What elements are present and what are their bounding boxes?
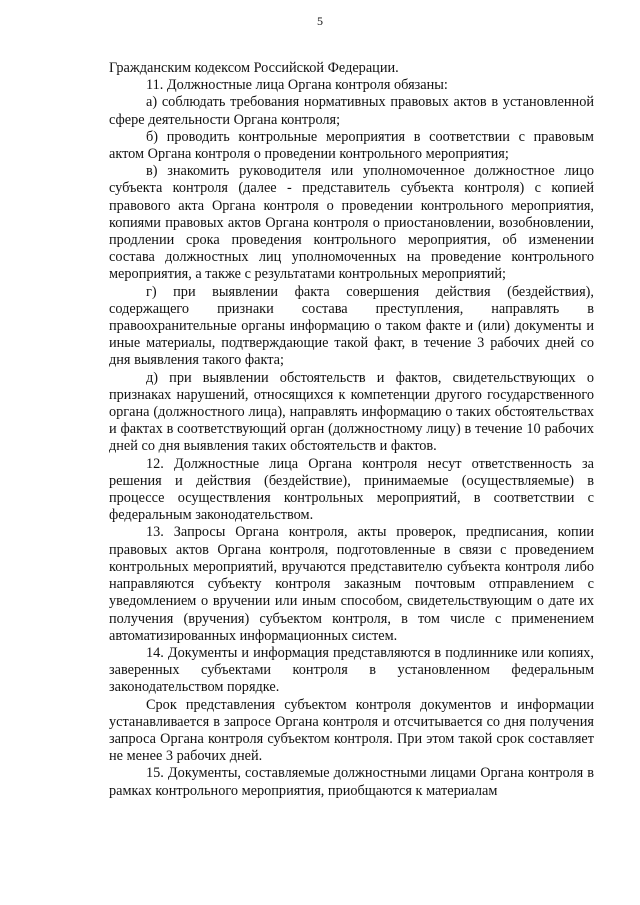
paragraph-item-11-v: в) знакомить руководителя или уполномоченное должностное лицо субъекта контроля (далее - представитель субъекта контроля) с копией правового акта Органа контроля о проведении контрольного мероприятия, копиями правовых актов Органа контроля о приостановлении, возобновлении, продлении срока проведения контрольного мероприятия, об изменении состава должностных лиц уполномоченных на проведение контрольного мероприятия, а также с результатами контрольных мероприятий;	[109, 163, 594, 283]
paragraph-continuation: Гражданским кодексом Российской Федерации.	[109, 60, 399, 76]
paragraph-item-11: 11. Должностные лица Органа контроля обязаны:	[146, 77, 448, 94]
document-body	[109, 60, 594, 800]
page-number: 5	[317, 14, 323, 28]
paragraph-item-11-d: д) при выявлении обстоятельств и фактов, свидетельствующих о признаках нарушений, относящихся к компетенции другого государственного органа (должностного лица), направлять информацию о таких обстоятельствах и фактах в соответствующий орган (должностному лицу) в течение 10 рабочих дней со дня выявления таких обстоятельств и фактов.	[109, 369, 594, 455]
paragraph-item-14: 14. Документы и информация представляются в подлиннике или копиях, заверенных субъектами контроля в установленном федеральным законодательством порядке.	[109, 644, 594, 696]
paragraph-item-13: 13. Запросы Органа контроля, акты проверок, предписания, копии правовых актов Органа контроля, подготовленные в связи с проведением контрольных мероприятий, вручаются представителю субъекта контроля либо направляются субъекту контроля заказным почтовым отправлением с уведомлением о вручении или иным способом, свидетельствующим о дате их получения (вручения) субъектом контроля, в том числе с применением автоматизированных информационных систем.	[109, 524, 594, 644]
paragraph-item-11-a: а) соблюдать требования нормативных правовых актов в установленной сфере деятельности Органа контроля;	[109, 94, 594, 128]
paragraph-item-15: 15. Документы, составляемые должностными лицами Органа контроля в рамках контрольного мероприятия, приобщаются к материалам	[109, 765, 594, 799]
paragraph-item-12: 12. Должностные лица Органа контроля несут ответственность за решения и действия (бездействие), принимаемые (осуществляемые) в процессе осуществления контрольных мероприятий, в соответствии с федеральным законодательством.	[109, 455, 594, 524]
paragraph-item-11-g: г) при выявлении факта совершения действия (бездействия), содержащего признаки состава преступления, направлять в правоохранительные органы информацию о таком факте и (или) документы и иные материалы, подтверждающие такой факт, в течение 3 рабочих дней со дня выявления такого факта;	[109, 283, 594, 369]
paragraph-item-11-b: б) проводить контрольные мероприятия в соответствии с правовым актом Органа контроля о проведении контрольного мероприятия;	[109, 128, 594, 163]
paragraph-item-14-deadline: Срок представления субъектом контроля документов и информации устанавливается в запросе Органа контроля и отсчитывается со дня получения запроса Органа контроля субъектом контроля. При этом такой срок составляет не менее 3 рабочих дней.	[109, 696, 594, 765]
